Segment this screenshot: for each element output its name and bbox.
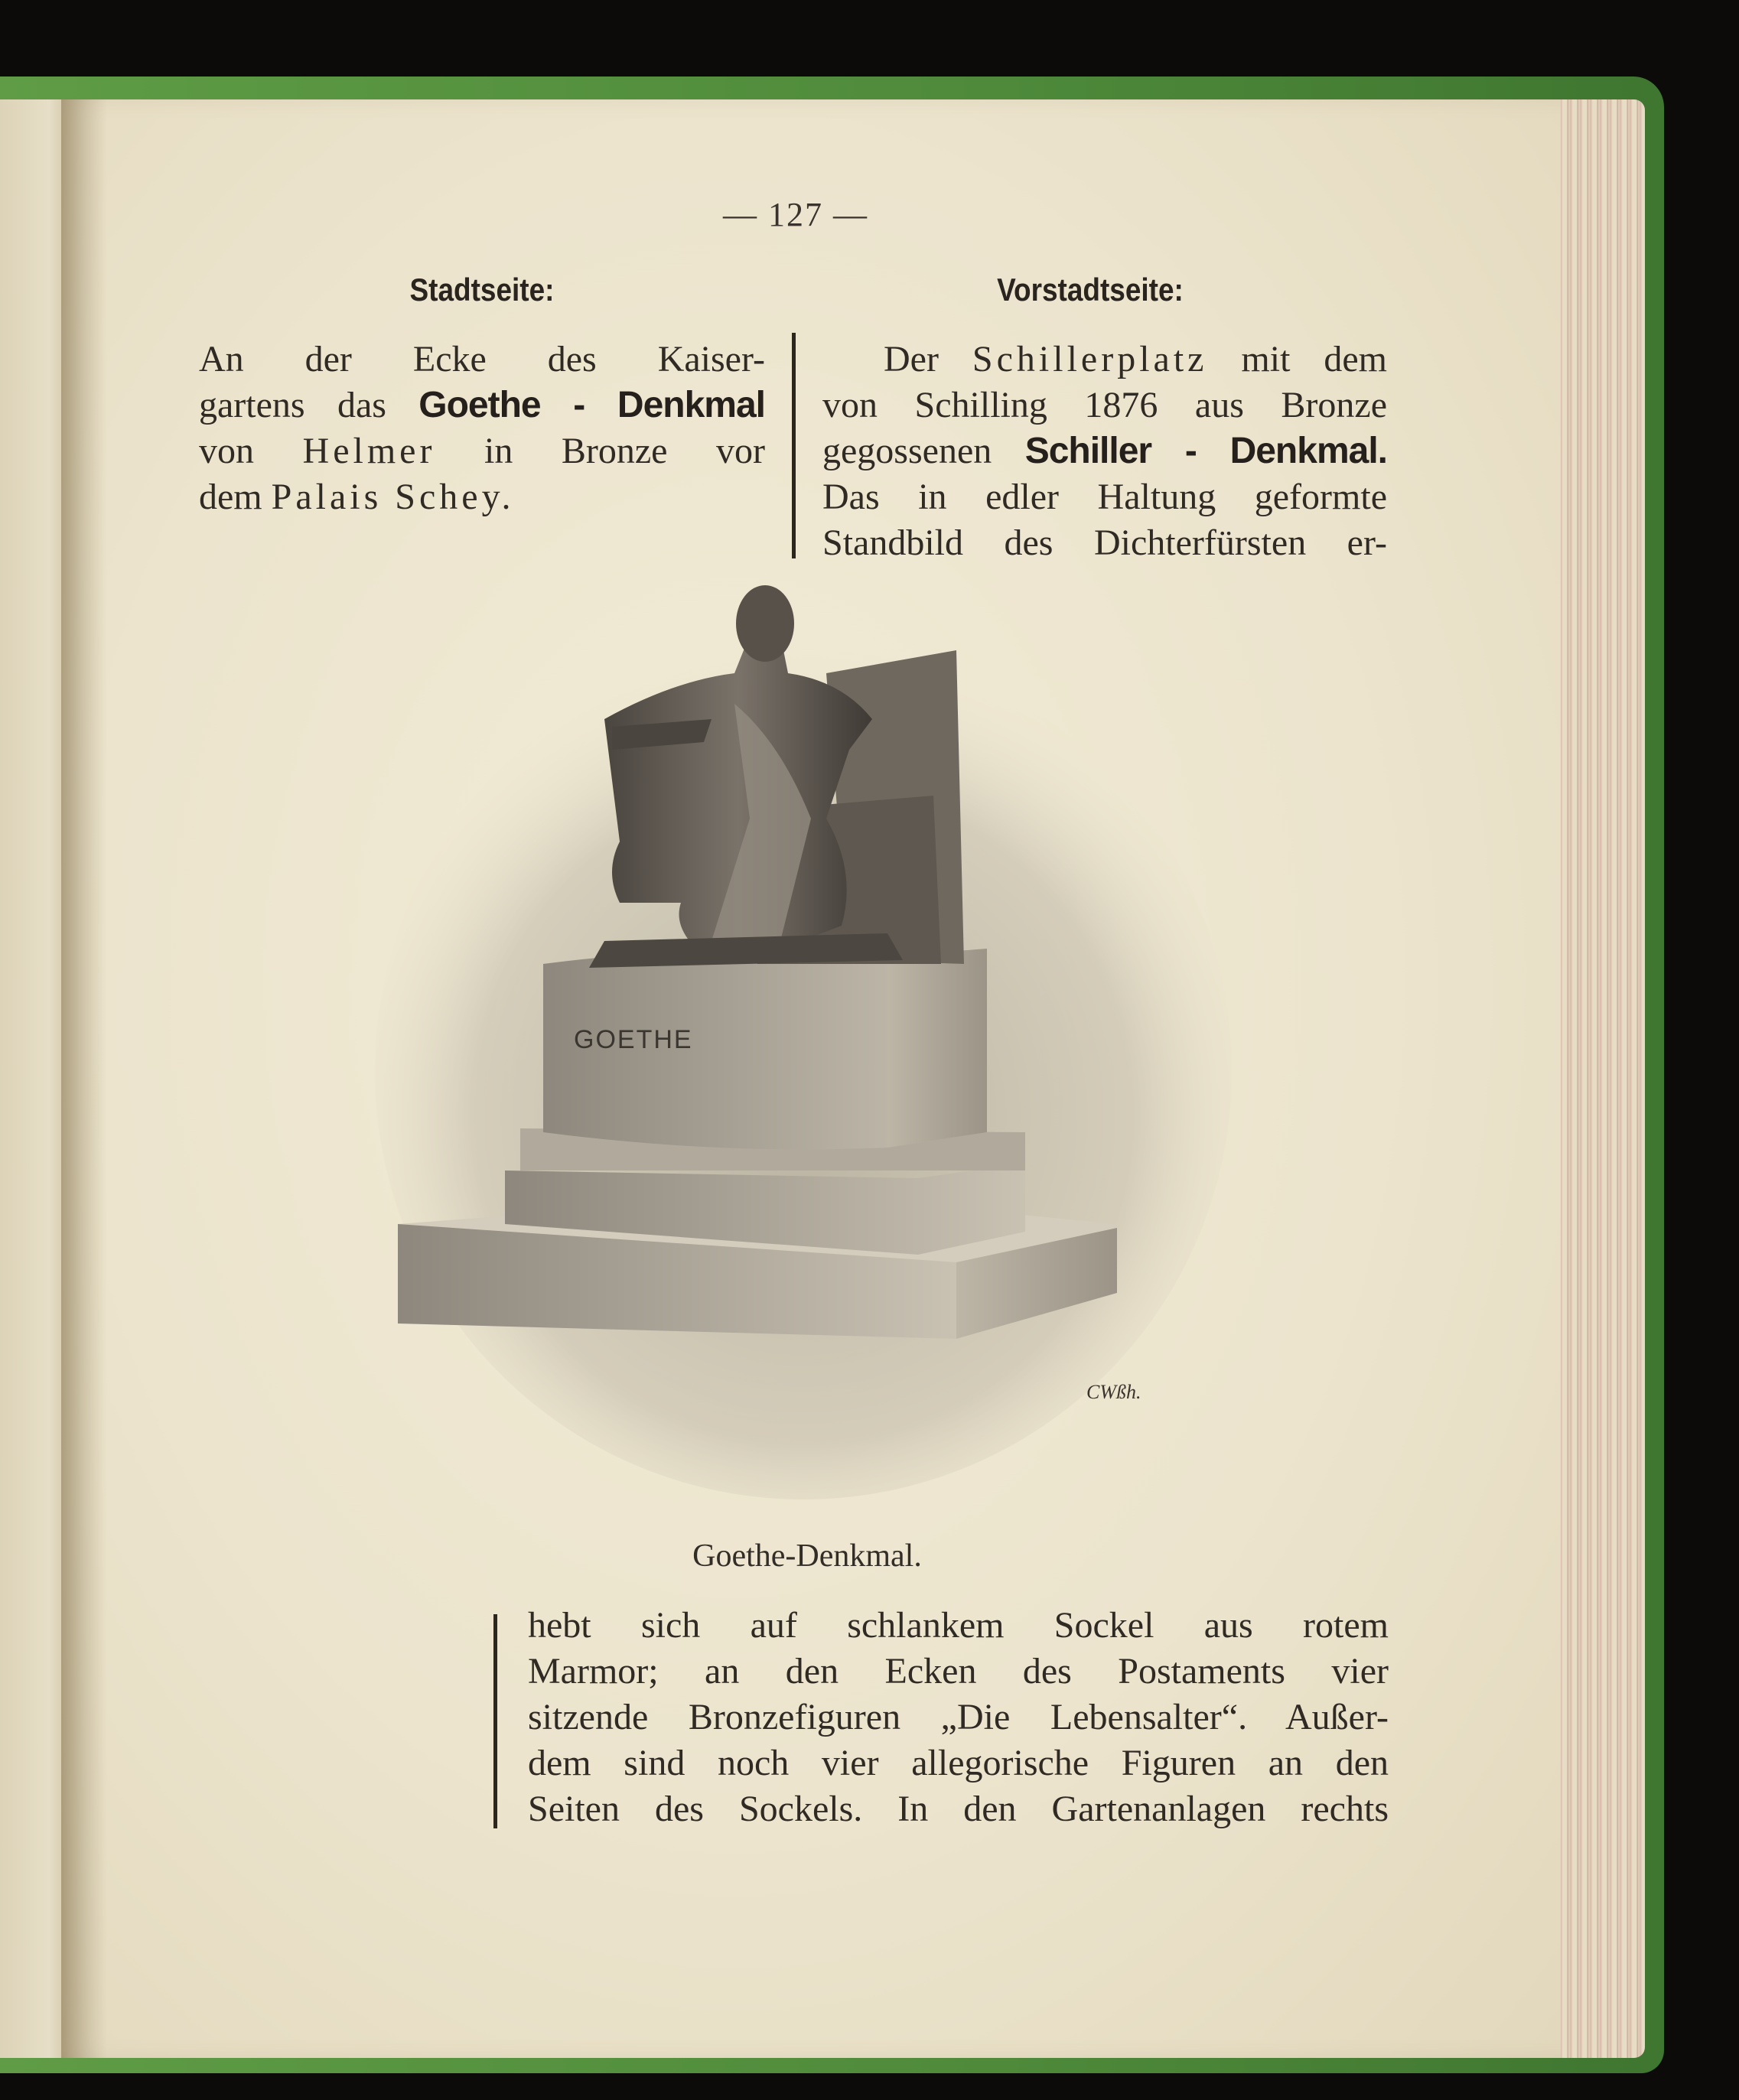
pedestal-inscription: GOETHE [574, 1025, 693, 1054]
page-edges [1553, 99, 1645, 2058]
right-column-heading: Vorstadtseite: [997, 272, 1184, 308]
goethe-monument-illustration [352, 566, 1239, 1507]
goethe-denkmal-highlight: Goethe - Denkmal [418, 385, 765, 425]
column-divider [792, 333, 796, 558]
text-line: von Helmer in Bronze vor [199, 431, 765, 471]
engraver-signature: CWßh. [1086, 1381, 1141, 1403]
gutter-shadow [61, 99, 107, 2058]
illustration-caption: Goethe-Denkmal. [692, 1538, 922, 1574]
text-line: gegossenen Schiller - Denkmal. [822, 431, 1387, 471]
text-line: dem Palais Schey. [199, 477, 515, 517]
text-line: An der Ecke des Kaiser- [199, 339, 765, 379]
statue-head [736, 585, 794, 662]
text-line: Marmor; an den Ecken des Postaments vier [528, 1651, 1389, 1691]
text-line: hebt sich auf schlankem Sockel aus rotem [528, 1605, 1389, 1646]
text-line: sitzende Bronzefiguren „Die Lebensalter“. Außer- [528, 1697, 1389, 1737]
previous-page-edge [0, 99, 70, 2058]
right-column-text [822, 337, 1387, 566]
text-line: Der Schillerplatz mit dem [884, 339, 1387, 379]
bottom-paragraph [528, 1603, 1389, 1832]
page-number: — 127 — [723, 196, 868, 233]
pedestal-drum-side [887, 949, 987, 1148]
text-line: Standbild des Dichterfürsten er- [822, 523, 1387, 563]
text-line: gartens das Goethe - Denkmal [199, 385, 765, 425]
text-line: dem sind noch vier allegorische Figuren an den [528, 1743, 1389, 1783]
text-line: von Schilling 1876 aus Bronze [822, 385, 1387, 425]
left-column-text [199, 337, 765, 520]
schiller-denkmal-highlight: Schiller - Denkmal. [1024, 431, 1387, 471]
text-line: Das in edler Haltung geformte [822, 477, 1387, 517]
left-column-heading: Stadtseite: [409, 272, 555, 308]
text-line: Seiten des Sockels. In den Gartenanlagen rechts [528, 1789, 1389, 1829]
bottom-column-rule [493, 1614, 497, 1828]
